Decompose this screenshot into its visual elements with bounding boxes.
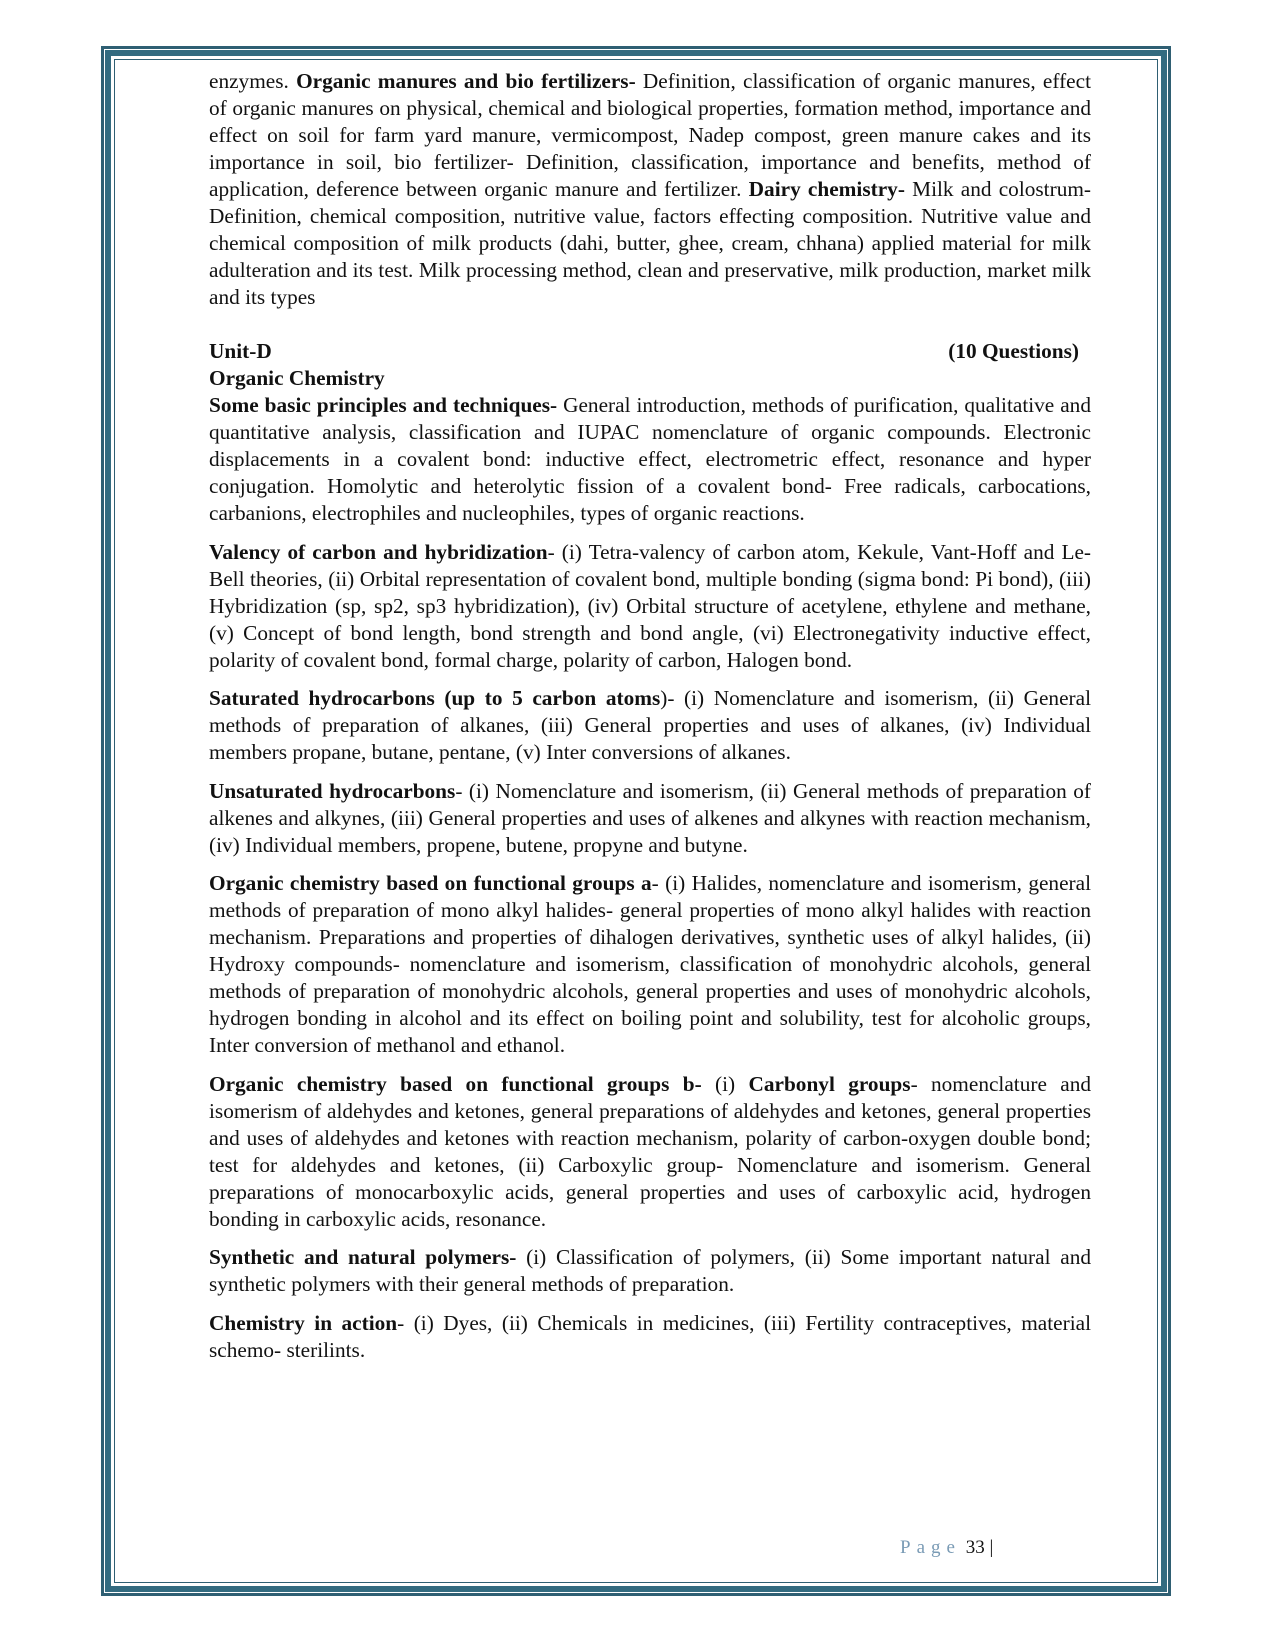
page-footer [900, 1537, 993, 1559]
page-label: Page [900, 1537, 961, 1558]
document-body [209, 68, 1091, 1375]
unit-subject-title: Organic Chemistry [209, 366, 385, 390]
unit-header [209, 338, 1091, 365]
unit-question-count: (10 Questions) [948, 339, 1079, 363]
heading-dairy-chemistry: Dairy chemistry- [748, 177, 905, 201]
paragraph-polymers: Synthetic and natural polymers- (i) Classification of polymers, (ii) Some important natural and synthetic polymers with their general methods of preparation. [209, 1245, 1092, 1296]
heading-organic-manures: Organic manures and bio fertilizers- [296, 69, 636, 93]
paragraph-functional-groups-b: Organic chemistry based on functional groups b- (i) Carbonyl groups- nomenclature and isomerism of aldehydes and ketones, general preparations of aldehydes and ketones, general properties and uses of aldehydes and ketones with reaction mechanism, polarity of carbon-oxygen double bond; test for aldehydes and ketones, (ii) Carboxylic group- Nomenclature and isomerism. General preparations of monocarboxylic acids, general properties and uses of carboxylic acid, hydrogen bonding in carboxylic acids, resonance. [209, 1071, 1091, 1231]
paragraph-valency-hybridization: Valency of carbon and hybridization- (i) Tetra-valency of carbon atom, Kekule, Vant-Hoff and Le-Bell theories, (ii) Orbital representation of covalent bond, multiple bonding (sigma bond: Pi bond), (iii) Hybridization (sp, sp2, sp3 hybridization), (iv) Orbital structure of acetylene, ethylene and methane, (v) Concept of bond length, bond strength and bond angle, (vi) Electronegativity inductive effect, polarity of covalent bond, formal charge, polarity of carbon, Halogen bond. [209, 539, 1091, 672]
paragraph-organic-manures-dairy: enzymes. Organic manures and bio fertilizers- Definition, classification of organic manures, effect of organic manures on physical, chemical and biological properties, formation method, importance and effect on soil for farm yard manure, vermicompost, Nadep compost, green manure cakes and its importance in soil, bio fertilizer- Definition, classification, importance and benefits, method of application, deference between organic manure and fertilizer. Dairy chemistry- Milk and colostrum- Definition, chemical composition, nutritive value, factors effecting composition. Nutritive value and chemical composition of milk products (dahi, butter, ghee, cream, chhana) applied material for milk adulteration and its test. Milk processing method, clean and preservative, milk production, market milk and its types [209, 69, 1091, 309]
page-separator: | [989, 1537, 994, 1558]
page-number: 33 [965, 1537, 985, 1558]
paragraph-saturated-hydrocarbons: Saturated hydrocarbons (up to 5 carbon atoms)- (i) Nomenclature and isomerism, (ii) General methods of preparation of alkanes, (iii) General properties and uses of alkanes, (iv) Individual members propane, butane, pentane, (v) Inter conversions of alkanes. [209, 686, 1091, 764]
unit-label: Unit-D [209, 339, 272, 363]
paragraph-unsaturated-hydrocarbons: Unsaturated hydrocarbons- (i) Nomenclature and isomerism, (ii) General methods of preparation of alkenes and alkynes, (iii) General properties and uses of alkenes and alkynes with reaction mechanism, (iv) Individual members, propene, butene, propyne and butyne. [209, 778, 1091, 857]
paragraph-chemistry-in-action: Chemistry in action- (i) Dyes, (ii) Chemicals in medicines, (iii) Fertility contraceptives, material schemo- sterilints. [209, 1310, 1092, 1362]
paragraph-basic-principles: Some basic principles and techniques- General introduction, methods of purification, qualitative and quantitative analysis, classification and IUPAC nomenclature of organic compounds. Electronic displacements in a covalent bond: inductive effect, electrometric effect, resonance and hyper conjugation. Homolytic and heterolytic fission of a covalent bond- Free radicals, carbocations, carbanions, electrophiles and nucleophiles, types of organic reactions. [209, 393, 1091, 525]
paragraph-functional-groups-a: Organic chemistry based on functional groups a- (i) Halides, nomenclature and isomerism, general methods of preparation of mono alkyl halides- general properties of mono alkyl halides with reaction mechanism. Preparations and properties of dihalogen derivatives, synthetic uses of alkyl halides, (ii) Hydroxy compounds- nomenclature and isomerism, classification of monohydric alcohols, general methods of preparation of monohydric alcohols, general properties and uses of monohydric alcohols, hydrogen bonding in alcohol and its effect on boiling point and solubility, test for alcoholic groups, Inter conversion of methanol and ethanol. [209, 871, 1091, 1057]
